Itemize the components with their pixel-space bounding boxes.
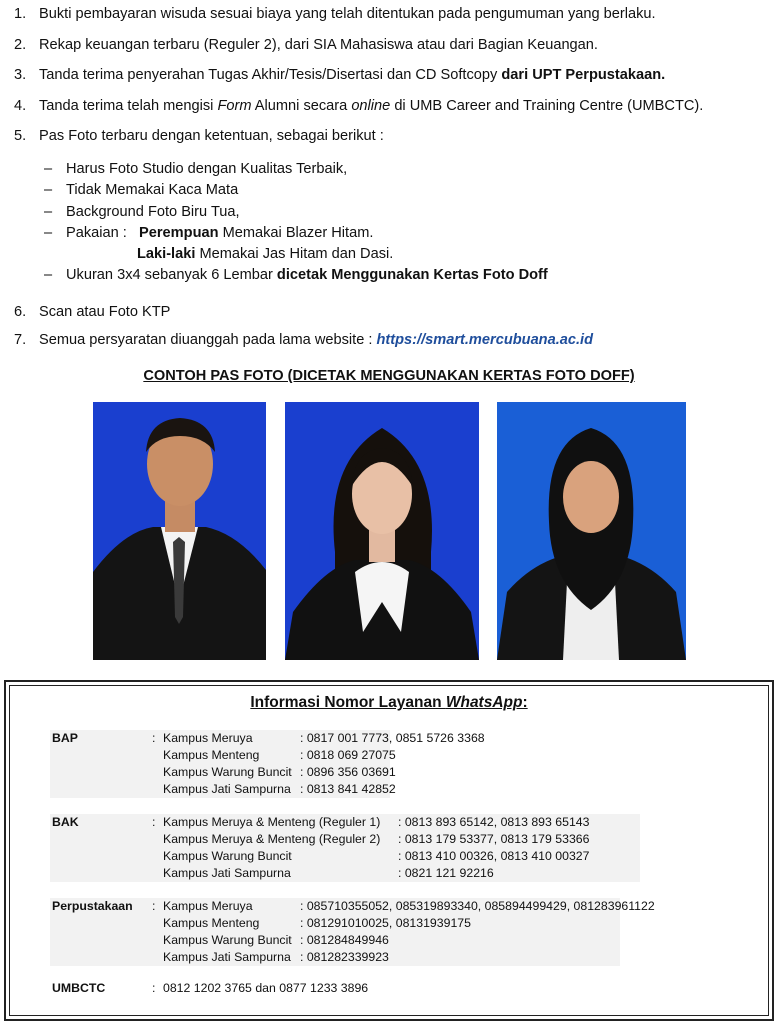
requirement-text: online <box>351 98 391 114</box>
campus-name: Kampus Warung Buncit <box>163 765 292 779</box>
requirement-number: 6. <box>14 304 27 320</box>
male-photo-illustration <box>93 402 266 660</box>
whatsapp-number: : 081284849946 <box>300 933 389 947</box>
requirement-item <box>14 97 703 115</box>
rule-clothing: – Pakaian : Perempuan Memakai Blazer Hitam. <box>44 225 374 241</box>
photo-section-title: CONTOH PAS FOTO (DICETAK MENGGUNAKAN KERTAS FOTO DOFF) <box>143 368 635 384</box>
requirement-text: Pas Foto terbaru dengan ketentuan, sebagai berikut : <box>39 128 384 144</box>
example-photo-male <box>93 402 266 660</box>
rule-studio: – Harus Foto Studio dengan Kualitas Terbaik, <box>44 161 348 177</box>
requirement-text: dari UPT Perpustakaan. <box>501 67 666 83</box>
group-colon: : <box>152 731 156 745</box>
whatsapp-info-box <box>4 680 774 1021</box>
whatsapp-number: : 0821 121 92216 <box>398 866 494 880</box>
example-photo-female-2 <box>497 402 686 660</box>
service-group-label: UMBCTC <box>52 981 106 995</box>
requirement-text: Tanda terima telah mengisi <box>39 98 218 114</box>
example-photo-female-1 <box>285 402 479 660</box>
service-group-label: BAP <box>52 731 78 745</box>
requirement-number: 4. <box>14 98 27 114</box>
campus-name: Kampus Jati Sampurna <box>163 950 291 964</box>
whatsapp-number: : 081282339923 <box>300 950 389 964</box>
requirement-text: Bukti pembayaran wisuda sesuai biaya yang telah ditentukan pada pengumuman yang berlaku. <box>39 6 656 22</box>
campus-name: Kampus Jati Sampurna <box>163 782 291 796</box>
requirement-item <box>14 36 598 54</box>
requirement-item <box>14 5 656 23</box>
requirement-number: 5. <box>14 128 27 144</box>
requirement-item <box>14 66 665 84</box>
hijab-photo-illustration <box>497 402 686 660</box>
whatsapp-number: : 0818 069 27075 <box>300 748 396 762</box>
requirement-item <box>14 331 593 349</box>
requirement-text: Scan atau Foto KTP <box>39 304 171 320</box>
whatsapp-number: : 0813 893 65142, 0813 893 65143 <box>398 815 590 829</box>
rule-clothing-male: Laki-laki Memakai Jas Hitam dan Dasi. <box>137 246 394 262</box>
whatsapp-info-inner <box>9 685 769 1016</box>
campus-name: Kampus Menteng <box>163 748 260 762</box>
requirement-text: di UMB Career and Training Centre (UMBCTC). <box>390 98 704 114</box>
whatsapp-number: : 081291010025, 08131939175 <box>300 916 471 930</box>
campus-name: Kampus Meruya <box>163 731 253 745</box>
campus-name: Kampus Jati Sampurna <box>163 866 291 880</box>
requirement-text: Form <box>217 98 252 114</box>
campus-name: 0812 1202 3765 dan 0877 1233 3896 <box>163 981 369 995</box>
whatsapp-number: : 0813 179 53377, 0813 179 53366 <box>398 832 590 846</box>
whatsapp-number: : 085710355052, 085319893340, 085894499429, 081283961122 <box>300 899 655 913</box>
requirement-number: 3. <box>14 67 27 83</box>
whatsapp-number: : 0817 001 7773, 0851 5726 3368 <box>300 731 485 745</box>
campus-name: Kampus Warung Buncit <box>163 933 292 947</box>
rule-background: – Background Foto Biru Tua, <box>44 204 240 220</box>
group-colon: : <box>152 899 156 913</box>
rule-size: – Ukuran 3x4 sebanyak 6 Lembar dicetak Menggunakan Kertas Foto Doff <box>44 267 548 283</box>
service-group-label: Perpustakaan <box>52 899 133 913</box>
group-colon: : <box>152 981 156 995</box>
rule-no-glasses: – Tidak Memakai Kaca Mata <box>44 182 239 198</box>
service-group-label: BAK <box>52 815 79 829</box>
whatsapp-number: : 0896 356 03691 <box>300 765 396 779</box>
requirement-number: 1. <box>14 6 27 22</box>
campus-name: Kampus Meruya & Menteng (Reguler 1) <box>163 815 381 829</box>
female-photo-illustration <box>285 402 479 660</box>
whatsapp-number: : 0813 410 00326, 0813 410 00327 <box>398 849 590 863</box>
requirement-text: Alumni secara <box>251 98 352 114</box>
whatsapp-info-title: Informasi Nomor Layanan WhatsApp: <box>250 694 528 711</box>
campus-name: Kampus Meruya & Menteng (Reguler 2) <box>163 832 381 846</box>
requirement-item <box>14 127 384 145</box>
whatsapp-number: : 0813 841 42852 <box>300 782 396 796</box>
campus-name: Kampus Meruya <box>163 899 253 913</box>
requirement-text: Rekap keuangan terbaru (Reguler 2), dari SIA Mahasiswa atau dari Bagian Keuangan. <box>39 37 598 53</box>
campus-name: Kampus Menteng <box>163 916 260 930</box>
group-colon: : <box>152 815 156 829</box>
requirement-text: Semua persyaratan diuanggah pada lama website : <box>39 332 377 348</box>
website-link[interactable]: https://smart.mercubuana.ac.id <box>376 332 594 348</box>
requirement-item <box>14 303 170 321</box>
requirement-number: 2. <box>14 37 27 53</box>
requirement-number: 7. <box>14 332 27 348</box>
campus-name: Kampus Warung Buncit <box>163 849 292 863</box>
requirement-text: Tanda terima penyerahan Tugas Akhir/Tesis/Disertasi dan CD Softcopy <box>39 67 502 83</box>
